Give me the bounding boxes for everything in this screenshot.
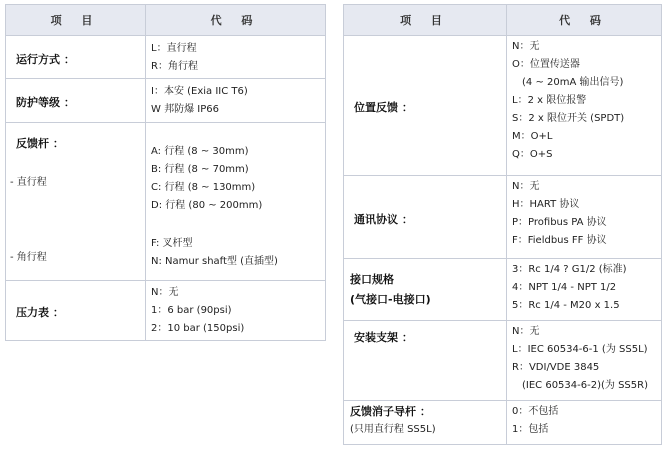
left-row-protection <box>6 79 326 123</box>
value-line: 0：不包括 <box>512 406 559 417</box>
value-line: F：Fieldbus FF 协议 <box>512 235 607 246</box>
feedback-lever-label: 反馈杆 ： <box>16 137 64 150</box>
value-line: L：直行程 <box>151 43 197 54</box>
value-line: F: 叉杆型 <box>151 238 193 249</box>
right-row-guide-rod <box>344 401 662 445</box>
left-row-operation <box>6 36 326 79</box>
left-spec-table <box>5 4 326 341</box>
value-line: A: 行程 (8 ~ 30mm) <box>151 146 249 157</box>
value-line: 5：Rc 1/4 - M20 x 1.5 <box>512 300 620 311</box>
gauge-label: 压力表 ： <box>16 306 64 319</box>
value-line: 1：6 bar (90psi) <box>151 305 232 316</box>
value-line: L：2 x 限位报警 <box>512 95 587 106</box>
value-line: 2：10 bar (150psi) <box>151 323 245 334</box>
value-line: (4 ~ 20mA 输出信号) <box>522 77 624 88</box>
rotary-stroke-sublabel: - 角行程 <box>10 252 47 263</box>
guide-rod-label: 反馈消子导杆 ： <box>350 405 431 418</box>
operation-label: 运行方式 ： <box>16 52 75 66</box>
value-line: C: 行程 (8 ~ 130mm) <box>151 182 256 193</box>
left-row-feedback-lever <box>6 123 326 281</box>
value-line: R：角行程 <box>151 61 198 72</box>
value-line: N: Namur shaft型 (直插型) <box>151 256 278 267</box>
value-line: 3：Rc 1/4 ? G1/2 (标准) <box>512 264 627 275</box>
protocol-label: 通讯协议 ： <box>354 212 413 226</box>
value-line: P：Profibus PA 协议 <box>512 217 607 228</box>
right-row-connection <box>344 259 662 321</box>
left-header-code: 代 码 <box>146 5 326 36</box>
value-line: I：本安 (Exia IIC T6) <box>151 86 248 97</box>
value-line: W 邦防爆 IP66 <box>151 104 219 115</box>
right-header-row <box>344 5 662 36</box>
value-line: S：2 x 限位开关 (SPDT) <box>512 113 625 124</box>
right-header-code: 代 码 <box>507 5 662 36</box>
value-line: O：位置传送器 <box>512 59 580 70</box>
protection-label: 防护等级 ： <box>16 96 75 109</box>
right-header-item: 项 目 <box>344 5 507 36</box>
connection-sublabel: (气接口-电接口) <box>350 292 431 306</box>
connection-label: 接口规格 <box>350 272 394 286</box>
value-line: L：IEC 60534-6-1 (为 SS5L) <box>512 344 648 355</box>
value-line: 1：包括 <box>512 424 549 435</box>
value-line: N：无 <box>151 287 179 298</box>
value-line: Q：O+S <box>512 149 553 160</box>
right-spec-table <box>343 4 662 445</box>
left-header-row <box>6 5 326 36</box>
value-line: N：无 <box>512 41 540 52</box>
value-line: N：无 <box>512 326 540 337</box>
value-line: B: 行程 (8 ~ 70mm) <box>151 164 249 175</box>
right-row-bracket <box>344 321 662 401</box>
left-row-gauge <box>6 281 326 341</box>
position-feedback-label: 位置反馈 ： <box>354 101 413 114</box>
value-line: R：VDI/VDE 3845 <box>512 362 600 373</box>
value-line: N：无 <box>512 181 540 192</box>
right-row-position-feedback <box>344 36 662 176</box>
guide-rod-sublabel: (只用直行程 SS5L) <box>350 424 436 435</box>
value-line: M：O+L <box>512 131 553 142</box>
value-line: 4：NPT 1/4 - NPT 1/2 <box>512 282 617 293</box>
value-line: H：HART 协议 <box>512 199 580 210</box>
value-line: (IEC 60534-6-2)(为 SS5R) <box>522 380 648 391</box>
value-line: D: 行程 (80 ~ 200mm) <box>151 200 263 211</box>
left-header-item: 项 目 <box>6 5 146 36</box>
right-row-protocol <box>344 176 662 259</box>
linear-stroke-sublabel: - 直行程 <box>10 177 47 188</box>
bracket-label: 安装支架 ： <box>354 331 413 344</box>
